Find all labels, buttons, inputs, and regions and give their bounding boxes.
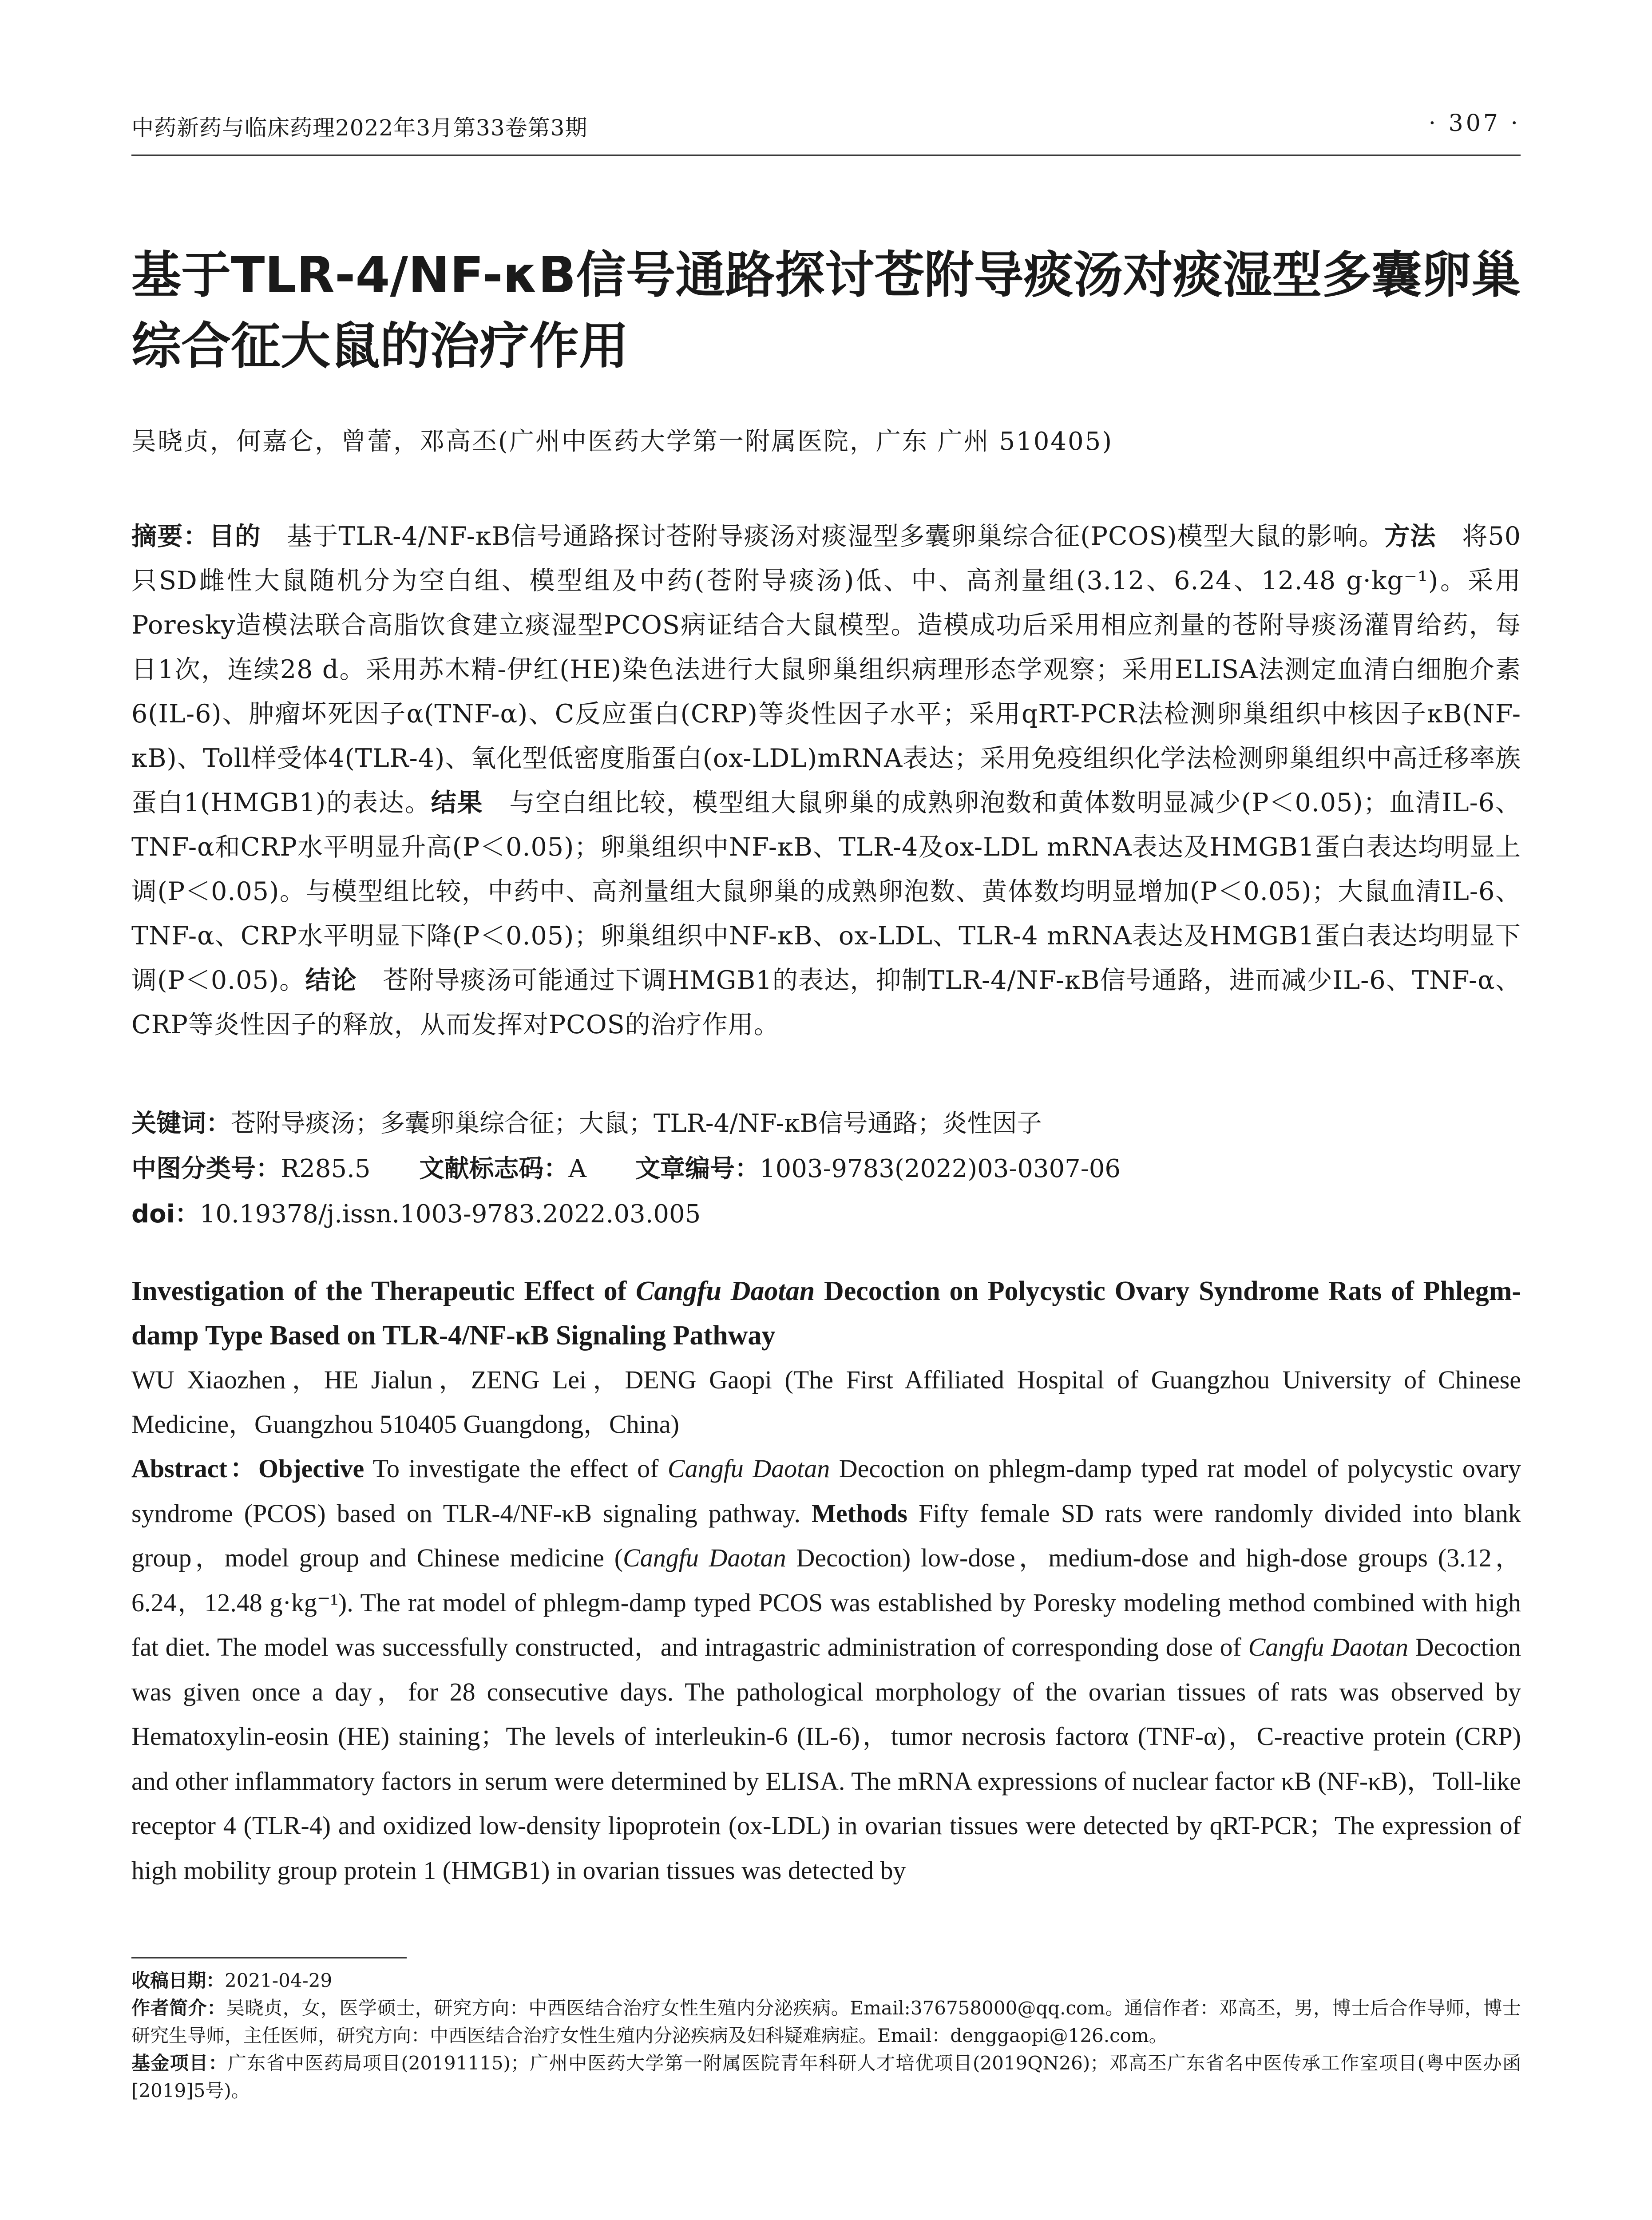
journal-citation: 中药新药与临床药理2022年3月第33卷第3期 (131, 115, 588, 141)
cangfu-daotan-3: Cangfu Daotan (1248, 1633, 1409, 1661)
running-header (131, 110, 1521, 146)
methods-text: 将50只SD雌性大鼠随机分为空白组、模型组及中药(苍附导痰汤)低、中、高剂量组(3.12、6.24、12.48 g·kg⁻¹)。采用Poresky造模法联合高脂饮食建立痰湿型PCOS病证结合大鼠模型。造模成功后采用相应剂量的苍附导痰汤灌胃给药，每日1次，连续28 d。采用苏木精-伊红(HE)染色法进行大鼠卵巢组织病理形态学观察；采用ELISA法测定血清白细胞介素6(IL-6)、肿瘤坏死因子α(TNF-α)、C反应蛋白(CRP)等炎性因子水平；采用qRT-PCR法检测卵巢组织中核因子κB(NF-κB)、Toll样受体4(TLR-4)、氧化型低密度脂蛋白(ox-LDL)mRNA表达；采用免疫组织化学法检测卵巢组织中高迁移率族蛋白1(HMGB1)的表达。 (131, 522, 1521, 817)
fund-note (131, 2050, 1521, 2105)
methods-en-label: Methods (812, 1498, 907, 1528)
keywords-label: 关键词： (131, 1109, 231, 1138)
article-number: 1003-9783(2022)03-0307-06 (759, 1154, 1121, 1183)
title-en-italic: Cangfu Daotan (636, 1276, 815, 1306)
cangfu-daotan-1: Cangfu Daotan (667, 1454, 830, 1483)
doi-label: doi： (131, 1200, 200, 1229)
document-code: A (568, 1154, 586, 1183)
objective-en-text-1: To investigate the effect of (364, 1454, 668, 1483)
conclusion-text: 苍附导痰汤可能通过下调HMGB1的表达，抑制TLR-4/NF-κB信号通路，进而减少IL-6、TNF-α、CRP等炎性因子的释放，从而发挥对PCOS的治疗作用。 (131, 966, 1521, 1039)
page-number: · 307 · (1428, 110, 1521, 137)
abstract-label: 摘要： (131, 522, 209, 551)
keywords-text: 苍附导痰汤；多囊卵巢综合征；大鼠；TLR-4/NF-κB信号通路；炎性因子 (231, 1109, 1042, 1138)
results-label: 结果 (431, 788, 483, 817)
received-date-note (131, 1967, 1521, 1994)
authors-chinese: 吴晓贞，何嘉仑，曾蕾，邓高丕(广州中医药大学第一附属医院，广东 广州 510405) (131, 427, 1113, 456)
objective-en-label: Objective (258, 1454, 364, 1483)
article-title-english (131, 1269, 1521, 1358)
objective-text: 基于TLR-4/NF-κB信号通路探讨苍附导痰汤对痰湿型多囊卵巢综合征(PCOS)模型大鼠的影响。 (286, 522, 1385, 551)
article-title-chinese: 基于TLR-4/NF-κB信号通路探讨苍附导痰汤对痰湿型多囊卵巢综合征大鼠的治疗作用 (131, 246, 1521, 375)
fund-text: 广东省中医药局项目(20191115)；广州中医药大学第一附属医院青年科研人才培优项目(2019QN26)；邓高丕广东省名中医传承工作室项目(粤中医办函[2019]5号)。 (131, 2052, 1521, 2101)
conclusion-label: 结论 (305, 966, 357, 995)
methods-en-text-2: Decoction) low-dose，medium-dose and high-dose groups (3.12，6.24，12.48 g·kg⁻¹). The rat model of phlegm-damp typed PCOS was established by Poresky modeling method combined with high fat diet. The model was successfully constructed，and intragastric administration of corresponding dose of (131, 1543, 1521, 1661)
author-bio-note (131, 1994, 1521, 2050)
methods-label: 方法 (1384, 522, 1436, 551)
header-rule (131, 155, 1521, 156)
doi-line (131, 1194, 701, 1230)
author-bio-label: 作者简介： (131, 1997, 226, 2019)
objective-label: 目的 (209, 522, 261, 551)
clc-number: R285.5 (281, 1154, 371, 1183)
title-en-part2: Decoction on Polycystic Ovary Syndrome Rats of Phlegm-damp Type Based on TLR-4/NF-κB Signaling Pathway (131, 1276, 1521, 1351)
authors-english: WU Xiaozhen，HE Jialun，ZENG Lei，DENG Gaopi (The First Affiliated Hospital of Guangzhou University of Chinese Medicine，Guangzhou 510405 Guangdong，China) (131, 1365, 1521, 1439)
objective-en-text-2: Decoction on phlegm-damp typed rat model of polycystic ovary syndrome (PCOS) based on TLR-4/NF-κB signaling pathway. (131, 1454, 1521, 1528)
received-label: 收稿日期： (131, 1970, 225, 1991)
keywords-chinese (131, 1104, 1042, 1139)
received-date: 2021-04-29 (225, 1970, 333, 1991)
abstract-english (131, 1447, 1521, 1893)
footnotes (131, 1967, 1521, 2105)
footnote-rule (131, 1957, 407, 1958)
methods-en-text-1: Fifty female SD rats were randomly divided into blank group，model group and Chinese medicine ( (131, 1498, 1521, 1572)
classification-line (131, 1149, 1121, 1185)
methods-en-text-3: Decoction was given once a day，for 28 consecutive days. The pathological morphology of the ovarian tissues of rats was observed by Hematoxylin-eosin (HE) staining；The levels of interleukin-6 (IL-6)，tumor necrosis factorα (TNF-α)，C-reactive protein (CRP) and other inflammatory factors in serum were determined by ELISA. The mRNA expressions of nuclear factor κB (NF-κB)，Toll-like receptor 4 (TLR-4) and oxidized low-density lipoprotein (ox-LDL) in ovarian tissues were detected by qRT-PCR；The expression of high mobility group protein 1 (HMGB1) in ovarian tissues was detected by (131, 1633, 1521, 1885)
fund-label: 基金项目： (131, 2052, 228, 2074)
results-text: 与空白组比较，模型组大鼠卵巢的成熟卵泡数和黄体数明显减少(P＜0.05)；血清IL-6、TNF-α和CRP水平明显升高(P＜0.05)；卵巢组织中NF-κB、TLR-4及ox-LDL mRNA表达及HMGB1蛋白表达均明显上调(P＜0.05)。与模型组比较，中药中、高剂量组大鼠卵巢的成熟卵泡数、黄体数均明显增加(P＜0.05)；大鼠血清IL-6、TNF-α、CRP水平明显下降(P＜0.05)；卵巢组织中NF-κB、ox-LDL、TLR-4 mRNA表达及HMGB1蛋白表达均明显下调(P＜0.05)。 (131, 788, 1521, 995)
doi-value: 10.19378/j.issn.1003-9783.2022.03.005 (199, 1200, 701, 1229)
abstract-chinese (131, 514, 1521, 1047)
abstract-en-label: Abstract： (131, 1454, 258, 1483)
cangfu-daotan-2: Cangfu Daotan (623, 1543, 786, 1572)
title-en-part1: Investigation of the Therapeutic Effect of (131, 1276, 636, 1306)
clc-label: 中图分类号： (131, 1154, 281, 1183)
author-bio-text: 吴晓贞，女，医学硕士，研究方向：中西医结合治疗女性生殖内分泌疾病。Email:376758000@qq.com。通信作者：邓高丕，男，博士后合作导师，博士研究生导师，主任医师，研究方向：中西医结合治疗女性生殖内分泌疾病及妇科疑难病症。Email：denggaopi@126.com。 (131, 1997, 1521, 2046)
article-number-label: 文章编号： (635, 1154, 760, 1183)
document-code-label: 文献标志码： (419, 1154, 569, 1183)
